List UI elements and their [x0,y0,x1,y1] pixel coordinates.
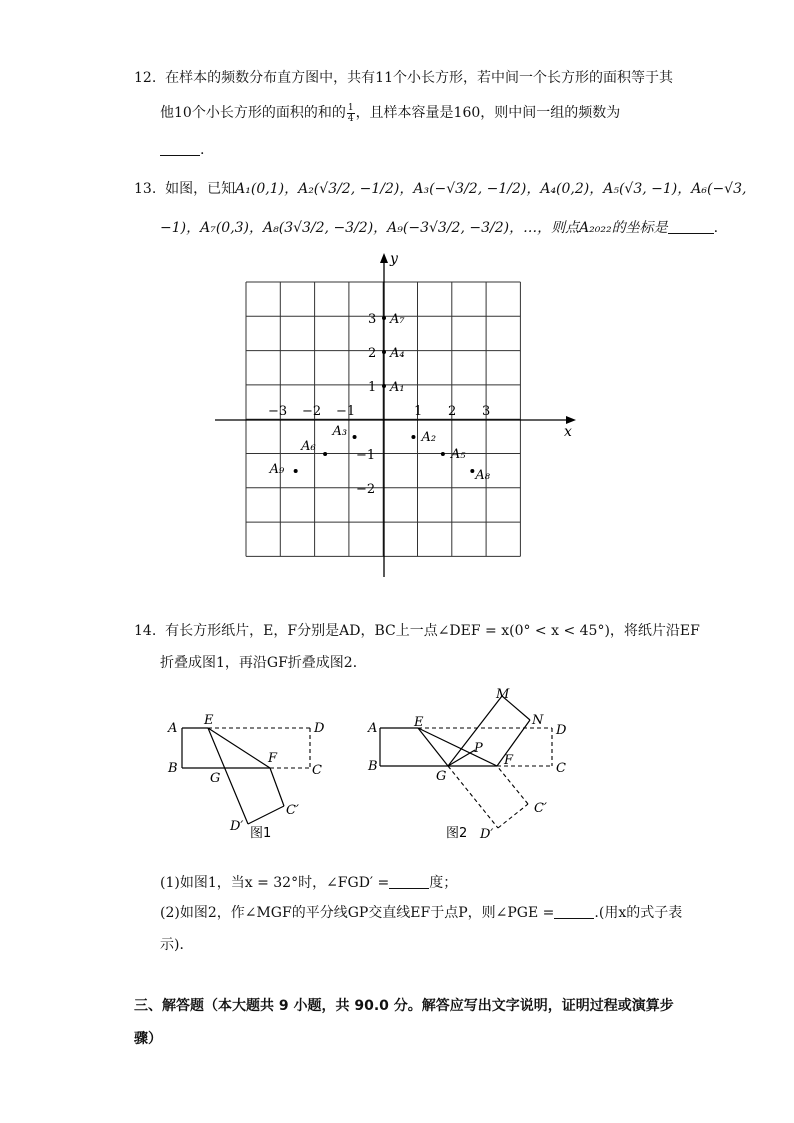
point-marker [411,435,415,439]
figure-label: F [268,751,278,766]
figure-2-labels [367,687,567,842]
x-axis-label: x [564,424,572,440]
figure-label: A [168,721,178,736]
one-quarter-fraction: $\frac{1}{4}$ [347,102,354,124]
figure-label: C [556,761,566,776]
figure-1-labels [167,713,325,834]
point-label: A₈ [475,468,490,483]
point-marker [353,435,357,439]
y-tick-label: 3 [368,312,377,327]
figure-label: E [204,713,214,728]
x-tick-label: −1 [336,404,356,419]
point-marker [382,350,386,354]
figure-label: D′ [480,827,494,842]
figure-label: F [504,753,514,768]
point-marker [382,316,386,320]
points [269,312,491,483]
y-axis-label: y [390,251,398,267]
point-label: A₉ [269,462,285,477]
q12-line2: 他10个小长方形的面积的和的 $\frac{1}{4}$ ，且样本容量是160，则中间一组的频数为 [160,102,621,124]
answer-blank[interactable] [554,906,594,919]
x-tick-label: 3 [482,404,491,419]
figure-label: P [474,741,483,756]
y-tick-label: 2 [368,346,377,361]
point-label: A₆ [301,439,316,454]
point-label: A₁ [390,380,405,395]
coordinate-grid-figure [200,245,600,585]
figure-label: G [210,771,221,786]
y-tick-label: 1 [368,380,377,395]
figure-2 [362,682,582,847]
figure-label: B [368,759,378,774]
section-3-heading: 三、解答题（本大题共 9 小题，共 90.0 分。解答应写出文字说明，证明过程或演算步 [134,998,674,1014]
figure-label: G [436,769,447,784]
point-label: A₄ [390,346,405,361]
figure-label: C [312,763,322,778]
q14-part2: (2)如图2，作∠MGF的平分线GP交直线EF于点P，则∠PGE = .(用x的式子表 [160,905,683,921]
point-marker [382,384,386,388]
point-marker [294,469,298,473]
figure-label: A [368,721,378,736]
x-tick-label: −2 [302,404,322,419]
figure-label: E [414,715,424,730]
y-axis-arrow [380,253,388,263]
q13-line2: −1)，A₇(0,3)，A₈(3√3/2, −3/2)，A₉(−3√3/2, −3/2)，…，则点A₂₀₂₂的坐标是 . [160,220,719,236]
point-marker [470,469,474,473]
q14-line2: 折叠成图1，再沿GF折叠成图2． [160,655,367,671]
y-tick-label: −1 [356,448,376,463]
grid-lines [246,282,520,556]
figure-label: B [168,761,178,776]
x-tick-label: 2 [448,404,457,419]
q14-part1: (1)如图1，当x = 32°时，∠FGD′ = 度； [160,875,458,891]
y-tick-label: −2 [356,482,376,497]
figure-1 [160,710,340,845]
section-3-heading-cont: 骤） [134,1031,162,1047]
figure-label: N [532,713,544,728]
point-label: A₅ [450,447,466,462]
x-tick-labels [268,404,490,419]
figure-label: D′ [230,819,244,834]
x-tick-label: −3 [268,404,288,419]
answer-blank[interactable] [668,221,714,234]
x-tick-label: 1 [414,404,423,419]
figure-2-caption: 图2 [446,826,468,841]
figure-label: C′ [534,801,547,816]
point-label: A₂ [421,430,437,445]
x-axis-arrow [566,416,576,424]
figure-label: D [314,721,325,736]
q14-line1: 14. 有长方形纸片，E，F分别是AD，BC上一点∠DEF = x(0° < x < 45°)，将纸片沿EF [134,623,700,639]
answer-blank[interactable] [389,876,429,889]
point-marker [441,452,445,456]
q14-part2-end: 示)． [160,937,194,953]
point-label: A₇ [390,312,405,327]
q12-line1: 12. 在样本的频数分布直方图中，共有11个小长方形，若中间一个长方形的面积等于其 [134,70,673,86]
figure-label: D [556,723,567,738]
figure-label: C′ [286,803,299,818]
point-label: A₃ [332,424,348,439]
q12-line3: . [160,142,204,158]
q13-line1: 13. 如图，已知A₁(0,1)，A₂(√3/2, −1/2)，A₃(−√3/2, −1/2)，A₄(0,2)，A₅(√3, −1)，A₆(−√3, [134,181,747,197]
y-tick-labels [356,312,376,497]
answer-blank[interactable] [160,143,200,156]
figure-label: M [496,687,510,702]
point-marker [323,452,327,456]
figure-1-caption: 图1 [250,826,272,841]
